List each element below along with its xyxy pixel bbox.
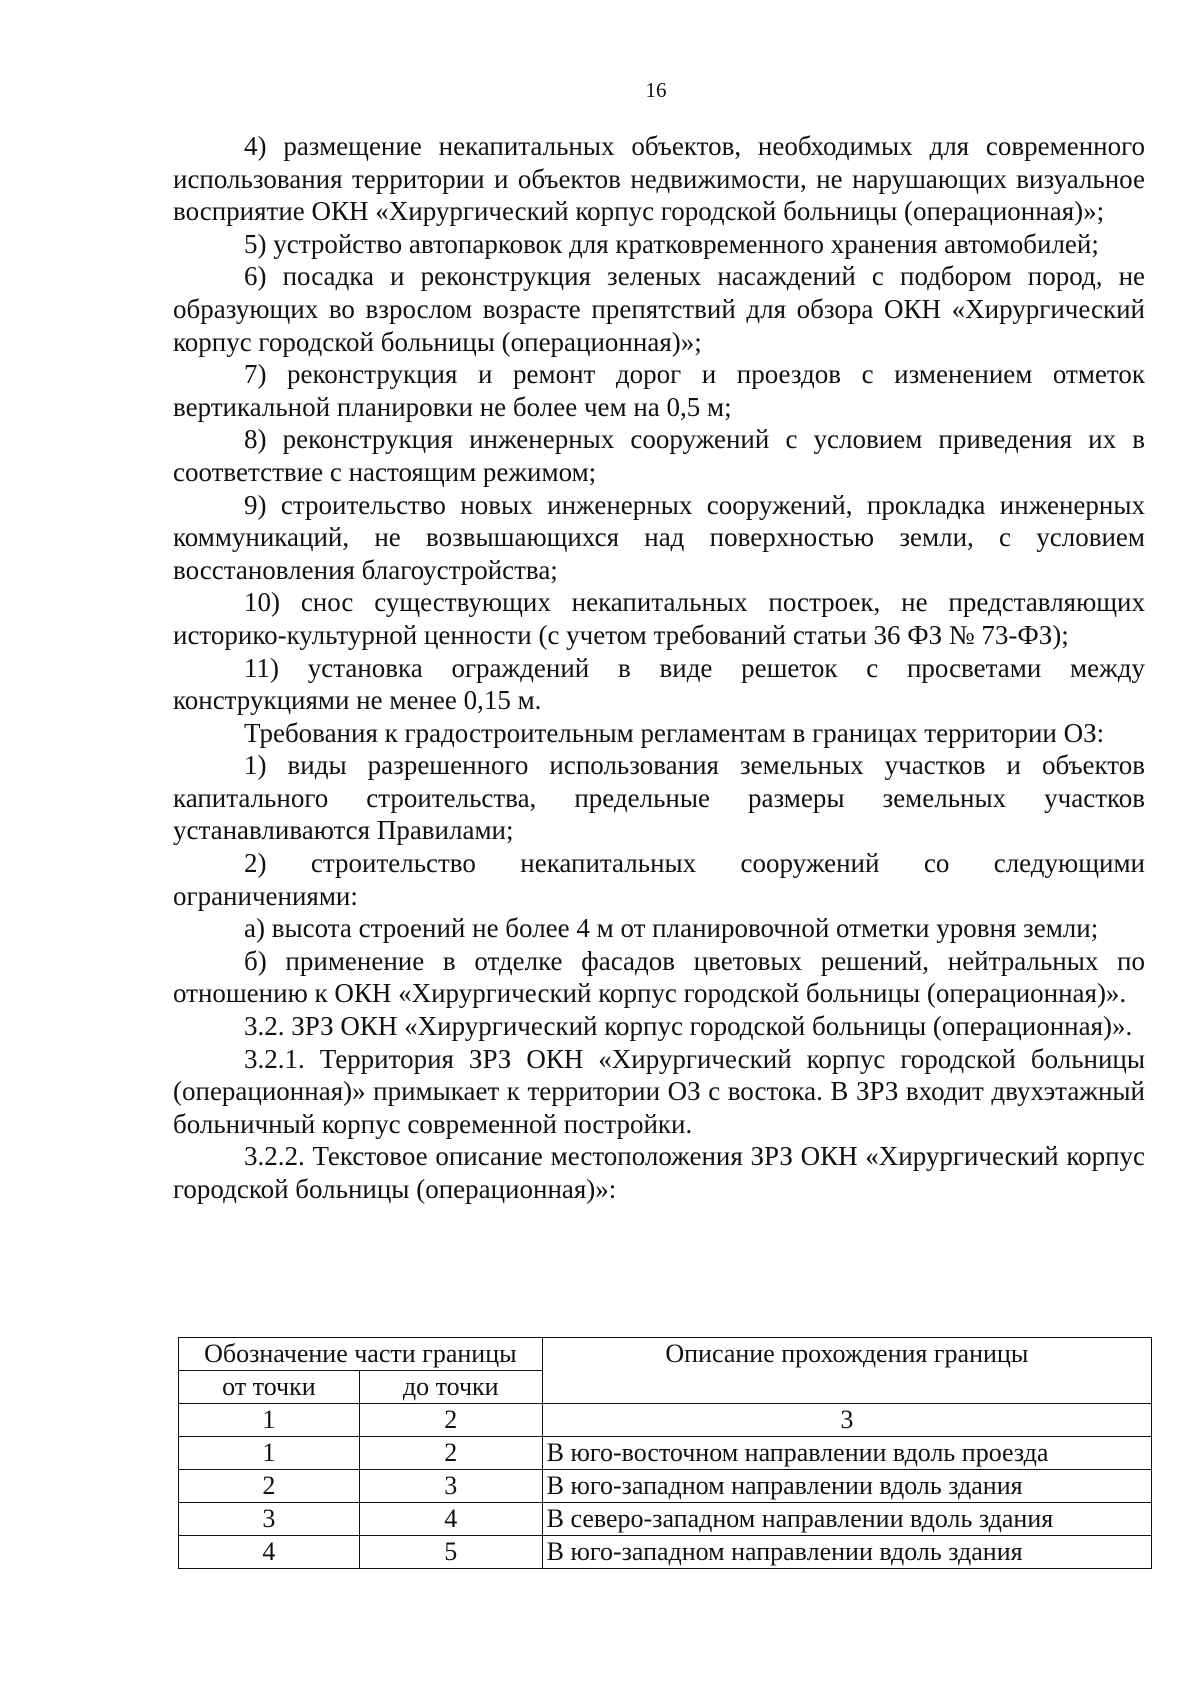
paragraph: 4) размещение некапитальных объектов, необходимых для современного использования территории и объектов недвижимости, не нарушающих визуальное восприятие ОКН «Хирургический корпус городской больницы (операционная)»; <box>173 131 1145 227</box>
table-row <box>179 1470 1152 1503</box>
table-row <box>179 1536 1152 1569</box>
description-cell: В северо-западном направлении вдоль здания <box>542 1503 1151 1536</box>
from-point-cell: 4 <box>179 1536 360 1569</box>
paragraph: 7) реконструкция и ремонт дорог и проездов с изменением отметок вертикальной планировки не более чем на 0,5 м; <box>173 359 1145 422</box>
paragraph: 2) строительство некапитальных сооружений со следующими ограничениями: <box>173 848 1145 911</box>
paragraph: Требования к градостроительным регламентам в границах территории ОЗ: <box>244 717 1105 748</box>
paragraph: 6) посадка и реконструкция зеленых насаждений с подбором пород, не образующих во взрослом возрасте препятствий для обзора ОКН «Хирургический корпус городской больницы (операционная)»; <box>173 261 1145 357</box>
to-point-cell: 5 <box>359 1536 542 1569</box>
page-number: 16 <box>645 78 667 102</box>
from-point-cell: 3 <box>179 1503 360 1536</box>
description-cell: В юго-западном направлении вдоль здания <box>542 1470 1151 1503</box>
paragraph: 9) строительство новых инженерных сооружений, прокладка инженерных коммуникаций, не возвышающихся над поверхностью земли, с условием восстановления благоустройства; <box>173 489 1145 585</box>
paragraph: б) применение в отделке фасадов цветовых решений, нейтральных по отношению к ОКН «Хирургический корпус городской больницы (операционная)». <box>173 945 1145 1009</box>
paragraph: 3.2.1. Территория ЗРЗ ОКН «Хирургический корпус городской больницы (операционная)» примыкает к территории ОЗ с востока. В ЗРЗ входит двухэтажный больничный корпус современной постройки. <box>173 1043 1145 1139</box>
paragraph: 10) снос существующих некапитальных построек, не представляющих историко-культурной ценности (с учетом требований статьи 36 ФЗ № 73-ФЗ); <box>173 587 1145 650</box>
from-point-cell: 1 <box>179 1437 360 1470</box>
column-number-cell: 2 <box>359 1404 542 1437</box>
paragraph: 5) устройство автопарковок для кратковременного хранения автомобилей; <box>244 228 1099 259</box>
table-column-number-row <box>179 1404 1152 1437</box>
paragraph: 3.2.2. Текстовое описание местоположения ЗРЗ ОКН «Хирургический корпус городской больницы (операционная)»: <box>173 1141 1145 1204</box>
header-desc-cell: Описание прохождения границы <box>542 1338 1151 1404</box>
column-number-cell: 3 <box>542 1404 1151 1437</box>
header-group-cell: Обозначение части границы <box>179 1338 543 1371</box>
paragraph: а) высота строений не более 4 м от планировочной отметки уровня земли; <box>244 913 1099 944</box>
header-to-cell: до точки <box>359 1371 542 1404</box>
to-point-cell: 2 <box>359 1437 542 1470</box>
boundary-table <box>178 1337 1152 1569</box>
paragraph: 11) установка ограждений в виде решеток с просветами между конструкциями не менее 0,15 м. <box>173 652 1145 716</box>
from-point-cell: 2 <box>179 1470 360 1503</box>
table-header-row <box>179 1338 1152 1371</box>
paragraph: 8) реконструкция инженерных сооружений с условием приведения их в соответствие с настоящим режимом; <box>173 424 1145 487</box>
table-row <box>179 1503 1152 1536</box>
description-cell: В юго-западном направлении вдоль здания <box>542 1536 1151 1569</box>
table-row <box>179 1437 1152 1470</box>
description-cell: В юго-восточном направлении вдоль проезда <box>542 1437 1151 1470</box>
to-point-cell: 4 <box>359 1503 542 1536</box>
paragraph: 1) виды разрешенного использования земельных участков и объектов капитального строительства, предельные размеры земельных участков устанавливаются Правилами; <box>173 750 1145 846</box>
header-from-cell: от точки <box>179 1371 360 1404</box>
paragraph: 3.2. ЗРЗ ОКН «Хирургический корпус городской больницы (операционная)». <box>244 1011 1133 1042</box>
body-text <box>173 130 1145 1206</box>
to-point-cell: 3 <box>359 1470 542 1503</box>
column-number-cell: 1 <box>179 1404 360 1437</box>
